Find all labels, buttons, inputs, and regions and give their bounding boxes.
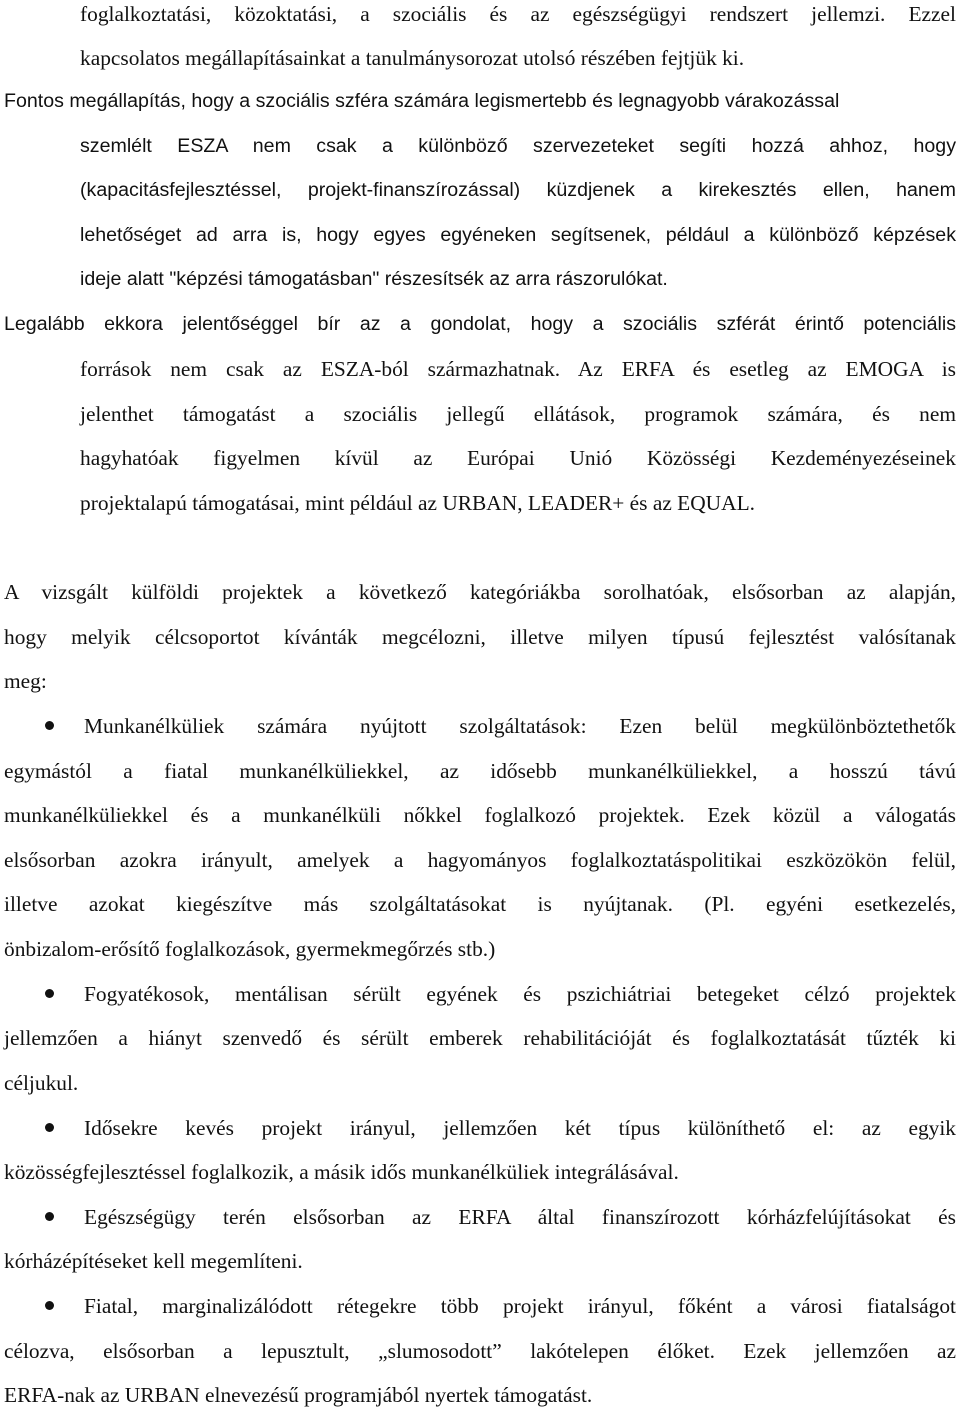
list-item-line: Munkanélküliek számára nyújtott szolgáltatások: Ezen belül megkülönböztethetők	[84, 714, 956, 738]
list-item-line: illetve azokat kiegészítve más szolgáltatásokat is nyújtanak. (Pl. egyéni esetkezelés,	[4, 892, 956, 916]
list-item-line: önbizalom-erősítő foglalkozások, gyermekmegőrzés stb.)	[4, 937, 496, 961]
paragraph-line: kapcsolatos megállapításainkat a tanulmánysorozat utolsó részében fejtjük ki.	[80, 46, 745, 70]
list-item-line: kórházépítéseket kell megemlíteni.	[4, 1249, 303, 1273]
paragraph-line: jelenthet támogatást a szociális jellegű ellátások, programok számára, és nem	[80, 402, 956, 426]
bullet-icon	[45, 1212, 54, 1221]
list-item-line: munkanélküliekkel és a munkanélküli nőkkel foglalkozó projektek. Ezek közül a válogatás	[4, 803, 956, 827]
bullet-icon	[45, 989, 54, 998]
paragraph-line: ideje alatt "képzési támogatásban" részesítsék az arra rászorulókat.	[80, 268, 668, 290]
paragraph-line: A vizsgált külföldi projektek a következő kategóriákba sorolhatóak, elsősorban az alapján,	[4, 580, 956, 604]
list-item-line: Fiatal, marginalizálódott rétegekre több projekt irányul, főként a városi fiatalságot	[84, 1294, 956, 1318]
list-item-line: céljukul.	[4, 1071, 79, 1095]
list-item-line: jellemzően a hiányt szenvedő és sérült emberek rehabilitációját és foglalkoztatását tűzték ki	[4, 1026, 956, 1050]
list-item-line: ERFA-nak az URBAN elnevezésű programjából nyertek támogatást.	[4, 1383, 593, 1407]
list-item-line: elsősorban azokra irányult, amelyek a hagyományos foglalkoztatáspolitikai eszközökön felül,	[4, 848, 956, 872]
list-item-line: célozva, elsősorban a lepusztult, „slumosodott” lakótelepen élőket. Ezek jellemzően az	[4, 1339, 956, 1363]
list-item-line: Fogyatékosok, mentálisan sérült egyének és pszichiátriai betegeket célzó projektek	[84, 982, 956, 1006]
paragraph-line: lehetőséget ad arra is, hogy egyes egyéneken segítsenek, például a különböző képzések	[80, 224, 956, 246]
paragraph-line: Fontos megállapítás, hogy a szociális szféra számára legismertebb és legnagyobb várakozással	[4, 90, 840, 112]
paragraph-line: források nem csak az ESZA-ból származhatnak. Az ERFA és esetleg az EMOGA is	[80, 357, 956, 381]
bullet-icon	[45, 1123, 54, 1132]
paragraph-line: meg:	[4, 669, 47, 693]
list-item-line: Egészségügy terén elsősorban az ERFA által finanszírozott kórházfelújításokat és	[84, 1205, 956, 1229]
bullet-icon	[45, 1301, 54, 1310]
paragraph-line: foglalkoztatási, közoktatási, a szociális és az egészségügyi rendszert jellemzi. Ezzel	[80, 2, 956, 26]
paragraph-line: (kapacitásfejlesztéssel, projekt-finanszírozással) küzdjenek a kirekesztés ellen, hanem	[80, 179, 956, 201]
list-item-line: Idősekre kevés projekt irányul, jellemzően két típus különíthető el: az egyik	[84, 1116, 956, 1140]
paragraph-line: hagyhatóak figyelmen kívül az Európai Unió Közösségi Kezdeményezéseinek	[80, 446, 956, 470]
bullet-icon	[45, 721, 54, 730]
paragraph-line: Legalább ekkora jelentőséggel bír az a gondolat, hogy a szociális szférát érintő potenciális	[4, 313, 956, 335]
list-item-line: közösségfejlesztéssel foglalkozik, a másik idős munkanélküliek integrálásával.	[4, 1160, 679, 1184]
paragraph-line: szemlélt ESZA nem csak a különböző szervezeteket segíti hozzá ahhoz, hogy	[80, 135, 956, 157]
paragraph-line: projektalapú támogatásai, mint például az URBAN, LEADER+ és az EQUAL.	[80, 491, 755, 515]
paragraph-line: hogy melyik célcsoportot kívánták megcélozni, illetve milyen típusú fejlesztést valósítanak	[4, 625, 956, 649]
list-item-line: egymástól a fiatal munkanélküliekkel, az idősebb munkanélküliekkel, a hosszú távú	[4, 759, 956, 783]
